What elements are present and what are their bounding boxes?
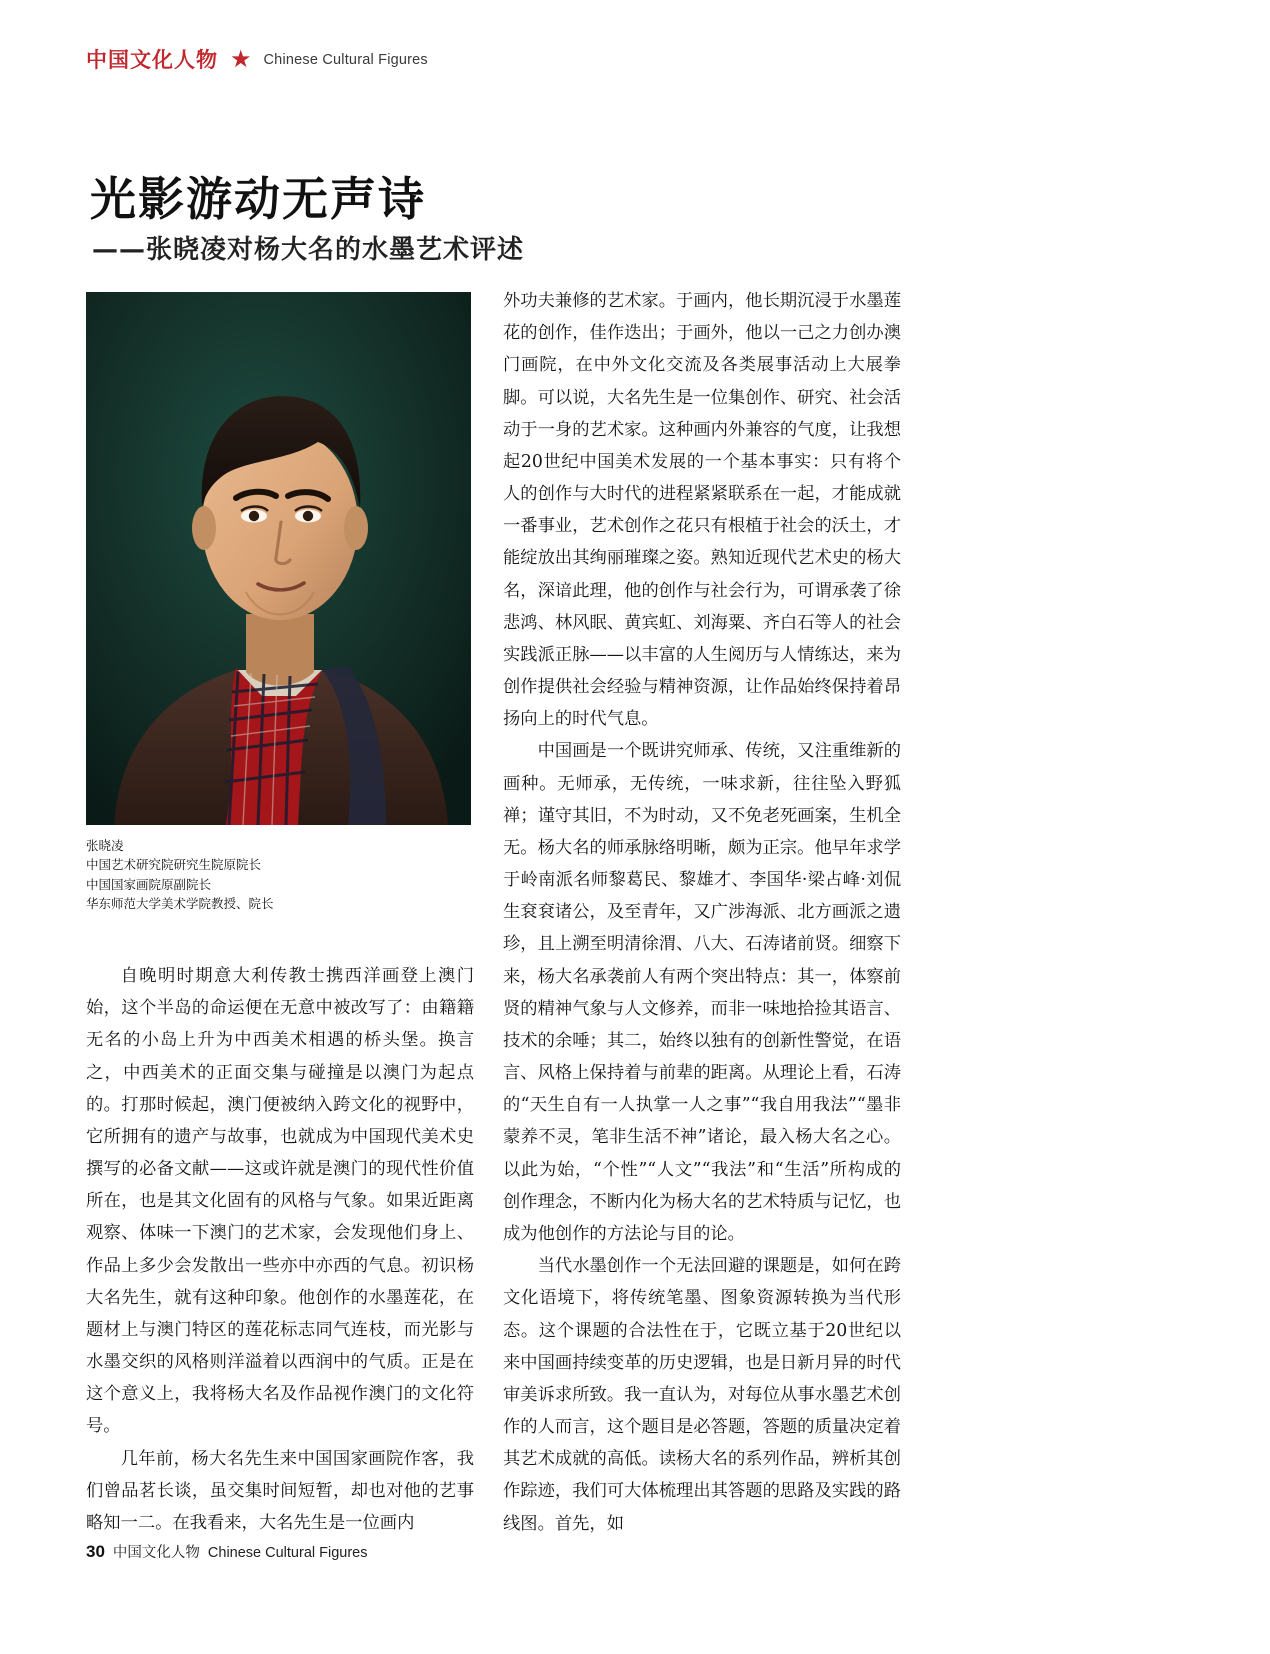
photo-caption xyxy=(86,836,476,914)
portrait-illustration xyxy=(86,292,471,825)
paragraph: 自晚明时期意大利传教士携西洋画登上澳门始，这个半岛的命运便在无意中被改写了：由籍籍无名的小岛上升为中西美术相遇的桥头堡。换言之，中西美术的正面交集与碰撞是以澳门为起点的。打那时候起，澳门便被纳入跨文化的视野中，它所拥有的遗产与故事，也就成为中国现代美术史撰写的必备文献——这或许就是澳门的现代性价值所在，也是其文化固有的风格与气象。如果近距离观察、体味一下澳门的艺术家，会发现他们身上、作品上多少会发散出一些亦中亦西的气息。初识杨大名先生，就有这种印象。他创作的水墨莲花，在题材上与澳门特区的莲花标志同气连枝，而光影与水墨交织的风格则洋溢着以西润中的气质。正是在这个意义上，我将杨大名及作品视作澳门的文化符号。 xyxy=(86,966,474,1437)
body-column-left xyxy=(86,960,474,1539)
masthead-title-en: Chinese Cultural Figures xyxy=(263,52,428,68)
paragraph: 几年前，杨大名先生来中国国家画院作客，我们曾品茗长谈，虽交集时间短暂，却也对他的艺事略知一二。在我看来，大名先生是一位画内 xyxy=(86,1448,474,1533)
page-title: 光影游动无声诗 xyxy=(90,171,426,226)
page-number: 30 xyxy=(86,1542,105,1561)
paragraph: 中国画是一个既讲究师承、传统，又注重维新的画种。无师承，无传统，一味求新，往往坠入野狐禅；谨守其旧，不为时动，又不免老死画案，生机全无。杨大名的师承脉络明晰，颇为正宗。他早年求学于岭南派名师黎葛民、黎雄才、李国华·梁占峰·刘侃生袞袞诸公，及至青年，又广涉海派、北方画派之遗珍，且上溯至明清徐渭、八大、石涛诸前贤。细察下来，杨大名承袭前人有两个突出特点：其一，体察前贤的精神气象与人文修养，而非一味地拾捡其语言、技术的余唾；其二，始终以独有的创新性警觉，在语言、风格上保持着与前辈的距离。从理论上看，石涛的“天生自有一人执掌一人之事”“我自用我法”“墨非蒙养不灵，笔非生活不神”诸论，最入杨大名之心。以此为始，“个性”“人文”“我法”和“生活”所构成的创作理念，不断内化为杨大名的艺术特质与记忆，也成为他创作的方法论与目的论。 xyxy=(503,741,901,1244)
masthead-title-cn: 中国文化人物 xyxy=(86,47,218,72)
star-icon: ★ xyxy=(230,47,252,73)
caption-line-1: 张晓凌 xyxy=(86,838,124,853)
footer-title-en: Chinese Cultural Figures xyxy=(207,1545,368,1561)
page-subtitle: ——张晓凌对杨大名的水墨艺术评述 xyxy=(92,234,525,265)
portrait-photo xyxy=(86,292,471,825)
caption-line-4: 华东师范大学美术学院教授、院长 xyxy=(86,896,274,912)
caption-line-2: 中国艺术研究院研究生院原院长 xyxy=(86,857,262,873)
body-column-right xyxy=(503,285,901,1540)
paragraph: 当代水墨创作一个无法回避的课题是，如何在跨文化语境下，将传统笔墨、图象资源转换为当代形态。这个课题的合法性在于，它既立基于20世纪以来中国画持续变革的历史逻辑，也是日新月异的时代审美诉求所致。我一直认为，对每位从事水墨艺术创作的人而言，这个题目是必答题，答题的质量决定着其艺术成就的高低。读杨大名的系列作品，辨析其创作踪迹，我们可大体梳理出其答题的思路及实践的路线图。首先，如 xyxy=(503,1256,901,1534)
masthead xyxy=(86,48,428,72)
page-footer xyxy=(86,1541,368,1562)
footer-title-cn: 中国文化人物 xyxy=(112,1545,200,1561)
caption-line-3: 中国国家画院原副院长 xyxy=(86,876,212,892)
paragraph: 外功夫兼修的艺术家。于画内，他长期沉浸于水墨莲花的创作，佳作迭出；于画外，他以一己之力创办澳门画院，在中外文化交流及各类展事活动上大展拳脚。可以说，大名先生是一位集创作、研究、社会活动于一身的艺术家。这种画内外兼容的气度，让我想起20世纪中国美术发展的一个基本事实：只有将个人的创作与大时代的进程紧紧联系在一起，才能成就一番事业，艺术创作之花只有根植于社会的沃土，才能绽放出其绚丽璀璨之姿。熟知近现代艺术史的杨大名，深谙此理，他的创作与社会行为，可谓承袭了徐悲鸿、林风眠、黄宾虹、刘海粟、齐白石等人的社会实践派正脉——以丰富的人生阅历与人情练达，来为创作提供社会经验与精神资源，让作品始终保持着昂扬向上的时代气息。 xyxy=(503,291,901,730)
